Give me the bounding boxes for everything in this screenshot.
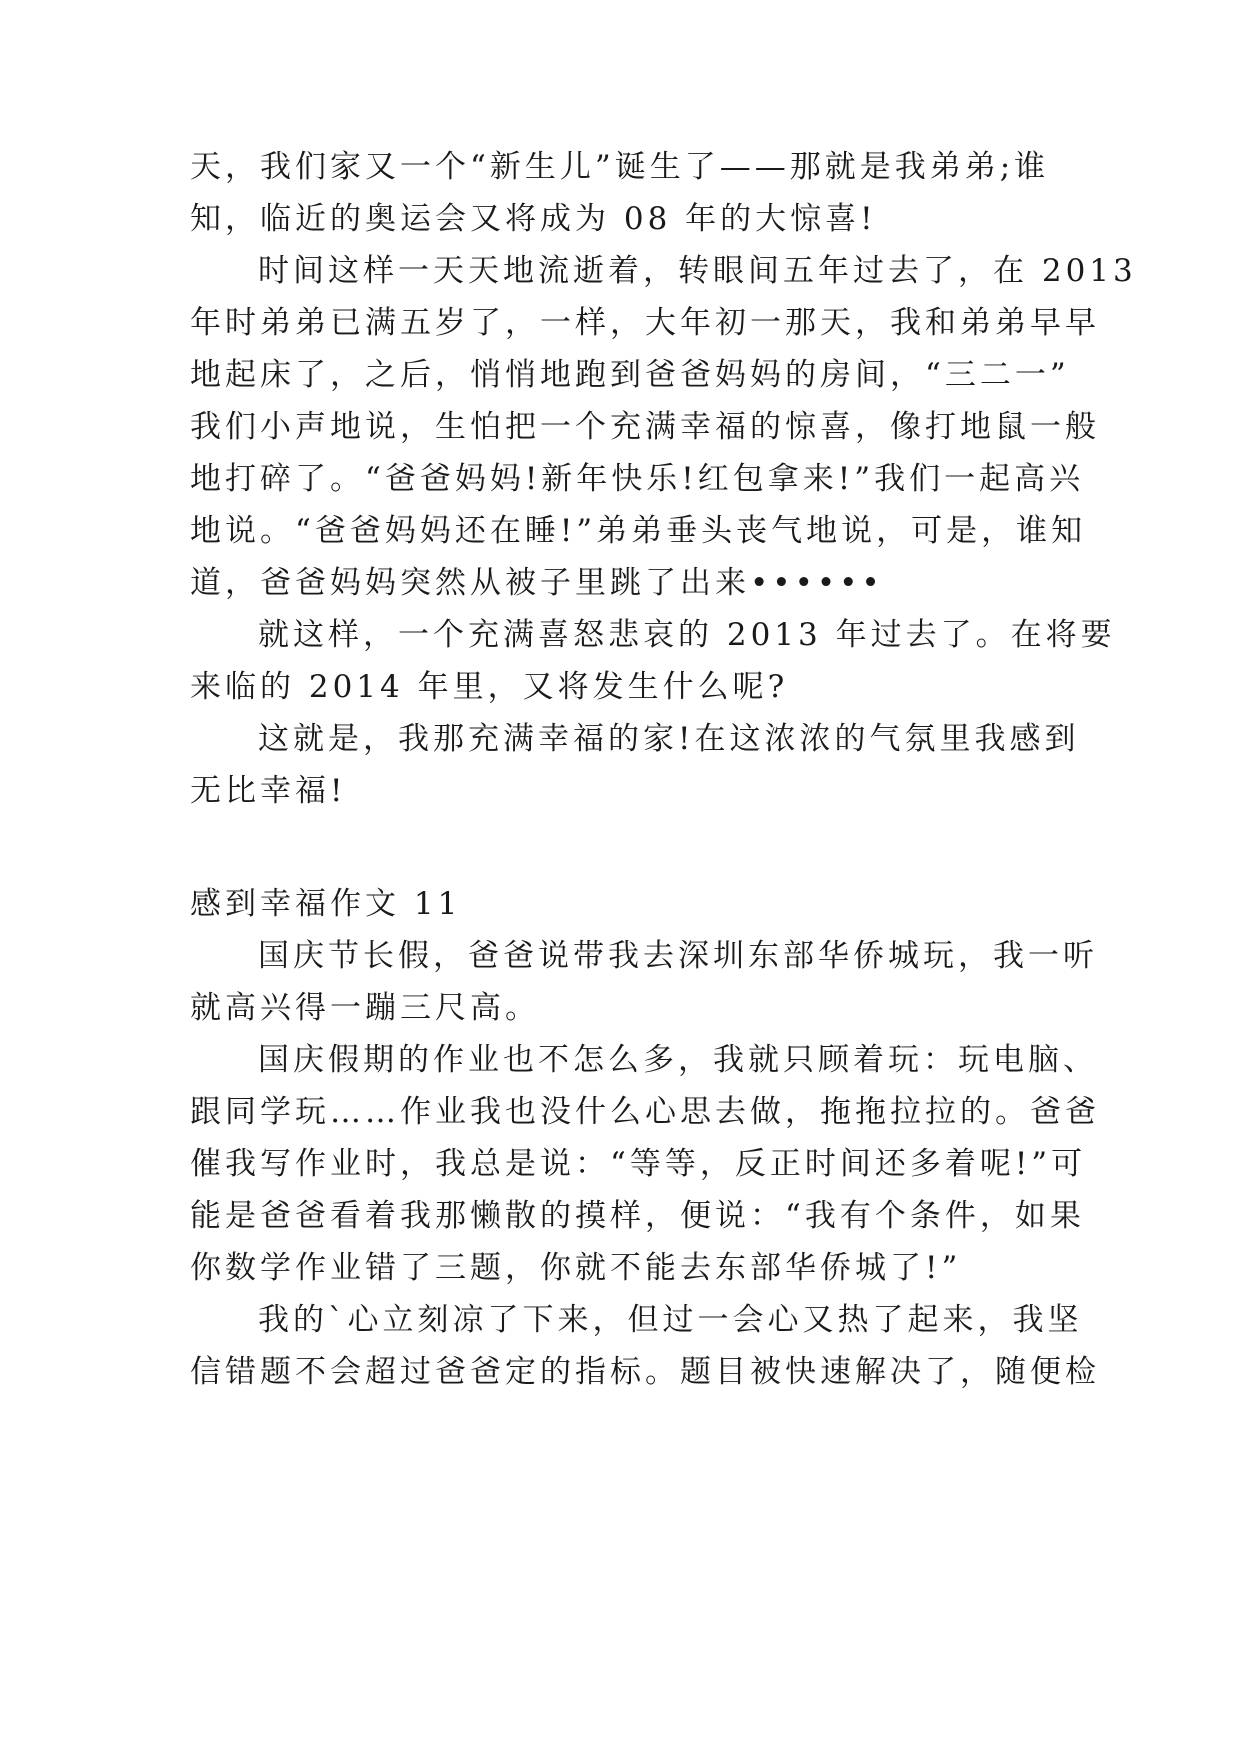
paragraph-line: 年时弟弟已满五岁了，一样，大年初一那天，我和弟弟早早 — [190, 305, 1100, 341]
paragraph-line: 地起床了，之后，悄悄地跑到爸爸妈妈的房间，“三二一” — [190, 357, 1070, 393]
paragraph-line: 跟同学玩……作业我也没什么心思去做，拖拖拉拉的。爸爸 — [190, 1094, 1100, 1130]
paragraph-line: 信错题不会超过爸爸定的指标。题目被快速解决了，随便检 — [190, 1354, 1100, 1390]
paragraph-line: 国庆节长假，爸爸说带我去深圳东部华侨城玩，我一听 — [258, 938, 1098, 974]
paragraph-line: 来临的 2014 年里，又将发生什么呢? — [190, 669, 789, 705]
paragraph-line: 能是爸爸看着我那懒散的摸样，便说：“我有个条件，如果 — [190, 1198, 1085, 1234]
paragraph-line: 天，我们家又一个“新生儿”诞生了——那就是我弟弟;谁 — [190, 149, 1050, 185]
paragraph-line: 知，临近的奥运会又将成为 08 年的大惊喜! — [190, 201, 877, 237]
paragraph-line: 我的`心立刻凉了下来，但过一会心又热了起来，我坚 — [258, 1302, 1083, 1338]
paragraph-line: 我们小声地说，生怕把一个充满幸福的惊喜，像打地鼠一般 — [190, 409, 1100, 445]
section-title: 感到幸福作文 11 — [190, 886, 462, 922]
paragraph-line: 无比幸福! — [190, 773, 347, 809]
paragraph-line: 地说。“爸爸妈妈还在睡!”弟弟垂头丧气地说，可是，谁知 — [190, 513, 1087, 549]
paragraph-line: 催我写作业时，我总是说：“等等，反正时间还多着呢!”可 — [190, 1146, 1087, 1182]
paragraph-line: 地打碎了。“爸爸妈妈!新年快乐!红包拿来!”我们一起高兴 — [190, 461, 1085, 497]
paragraph-line: 就这样，一个充满喜怒悲哀的 2013 年过去了。在将要 — [258, 617, 1116, 653]
paragraph-line: 国庆假期的作业也不怎么多，我就只顾着玩：玩电脑、 — [258, 1042, 1098, 1078]
paragraph-line: 就高兴得一蹦三尺高。 — [190, 990, 540, 1026]
paragraph-line: 时间这样一天天地流逝着，转眼间五年过去了，在 2013 — [258, 253, 1137, 289]
paragraph-line: 你数学作业错了三题，你就不能去东部华侨城了!” — [190, 1250, 962, 1286]
document-page — [190, 0, 1137, 1754]
paragraph-line: 这就是，我那充满幸福的家!在这浓浓的气氛里我感到 — [258, 721, 1080, 757]
paragraph-line: 道，爸爸妈妈突然从被子里跳了出来•••••• — [190, 565, 884, 601]
